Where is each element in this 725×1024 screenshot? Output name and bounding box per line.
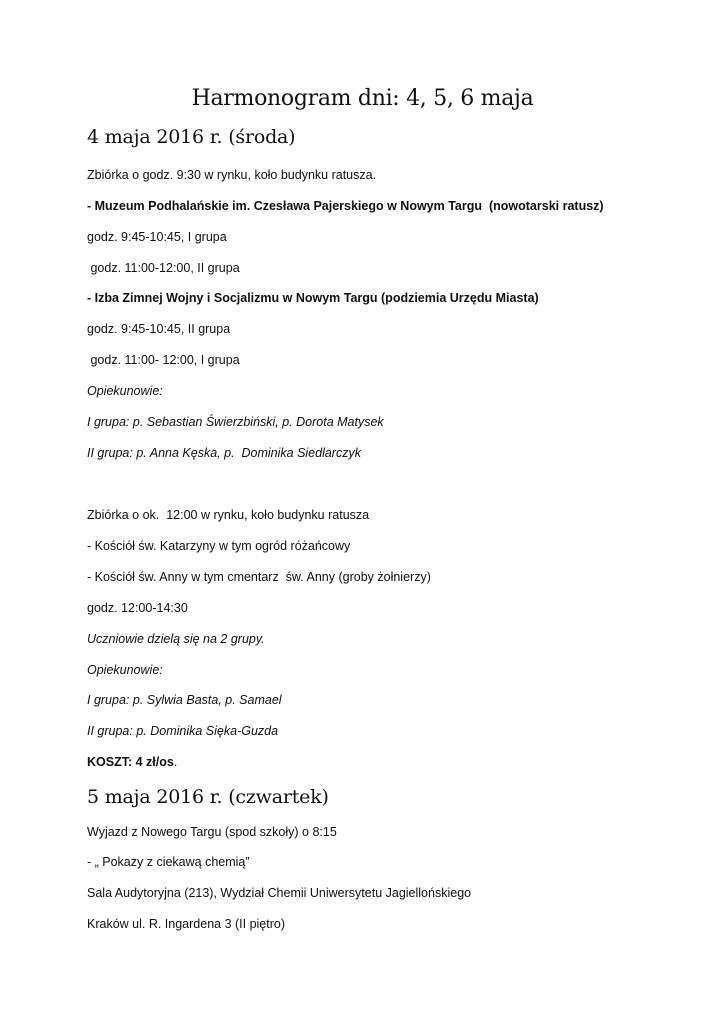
day2-line-event: - „ Pokazy z ciekawą chemią” (87, 855, 250, 869)
day1-line-meeting: Zbiórka o godz. 9:30 w rynku, koło budynku ratusza. (87, 168, 377, 182)
day2-line-venue: Sala Audytoryjna (213), Wydział Chemii Uniwersytetu Jagiellońskiego (87, 886, 472, 900)
cost-label: KOSZT: 4 zł/os (87, 755, 174, 769)
day1-line-group1-guardians: I grupa: p. Sebastian Świerzbiński, p. Dorota Matysek (87, 415, 384, 429)
day1-line-group1-guardians: I grupa: p. Sylwia Basta, p. Samael (87, 693, 282, 707)
day2-line-address: Kraków ul. R. Ingardena 3 (II piętro) (87, 917, 286, 931)
day1-line-meeting: Zbiórka o ok. 12:00 w rynku, koło budynku ratusza (87, 508, 370, 522)
day1-line-group2-guardians: II grupa: p. Anna Kęska, p. Dominika Siedlarczyk (87, 446, 361, 460)
day1-line-guardians-label: Opiekunowie: (87, 663, 163, 677)
day2-line-departure: Wyjazd z Nowego Targu (spod szkoły) o 8:15 (87, 825, 337, 839)
day2-heading: 5 maja 2016 r. (czwartek) (87, 786, 329, 808)
day1-line-group2-guardians: II grupa: p. Dominika Sięka-Guzda (87, 724, 279, 738)
day1-line-time: godz. 11:00-12:00, II grupa (87, 261, 240, 275)
day1-line-cold-war-room: - Izba Zimnej Wojny i Socjalizmu w Nowym Targu (podziemia Urzędu Miasta) (87, 291, 539, 305)
day1-line-church: - Kościół św. Katarzyny w tym ogród różańcowy (87, 539, 351, 553)
day1-line-guardians-label: Opiekunowie: (87, 384, 163, 398)
day1-cost (87, 755, 177, 769)
day1-line-time: godz. 11:00- 12:00, I grupa (87, 353, 240, 367)
day1-line-time: godz. 9:45-10:45, II grupa (87, 322, 231, 336)
day1-line-museum: - Muzeum Podhalańskie im. Czesława Pajerskiego w Nowym Targu (nowotarski ratusz) (87, 199, 604, 213)
day1-line-church: - Kościół św. Anny w tym cmentarz św. Anny (groby żołnierzy) (87, 570, 431, 584)
day1-heading: 4 maja 2016 r. (środa) (87, 126, 296, 148)
day1-line-time: godz. 9:45-10:45, I grupa (87, 230, 227, 244)
day1-line-time: godz. 12:00-14:30 (87, 601, 188, 615)
document-title: Harmonogram dni: 4, 5, 6 maja (191, 86, 534, 111)
day1-line-groups-note: Uczniowie dzielą się na 2 grupy. (87, 632, 265, 646)
cost-suffix: . (173, 755, 178, 769)
